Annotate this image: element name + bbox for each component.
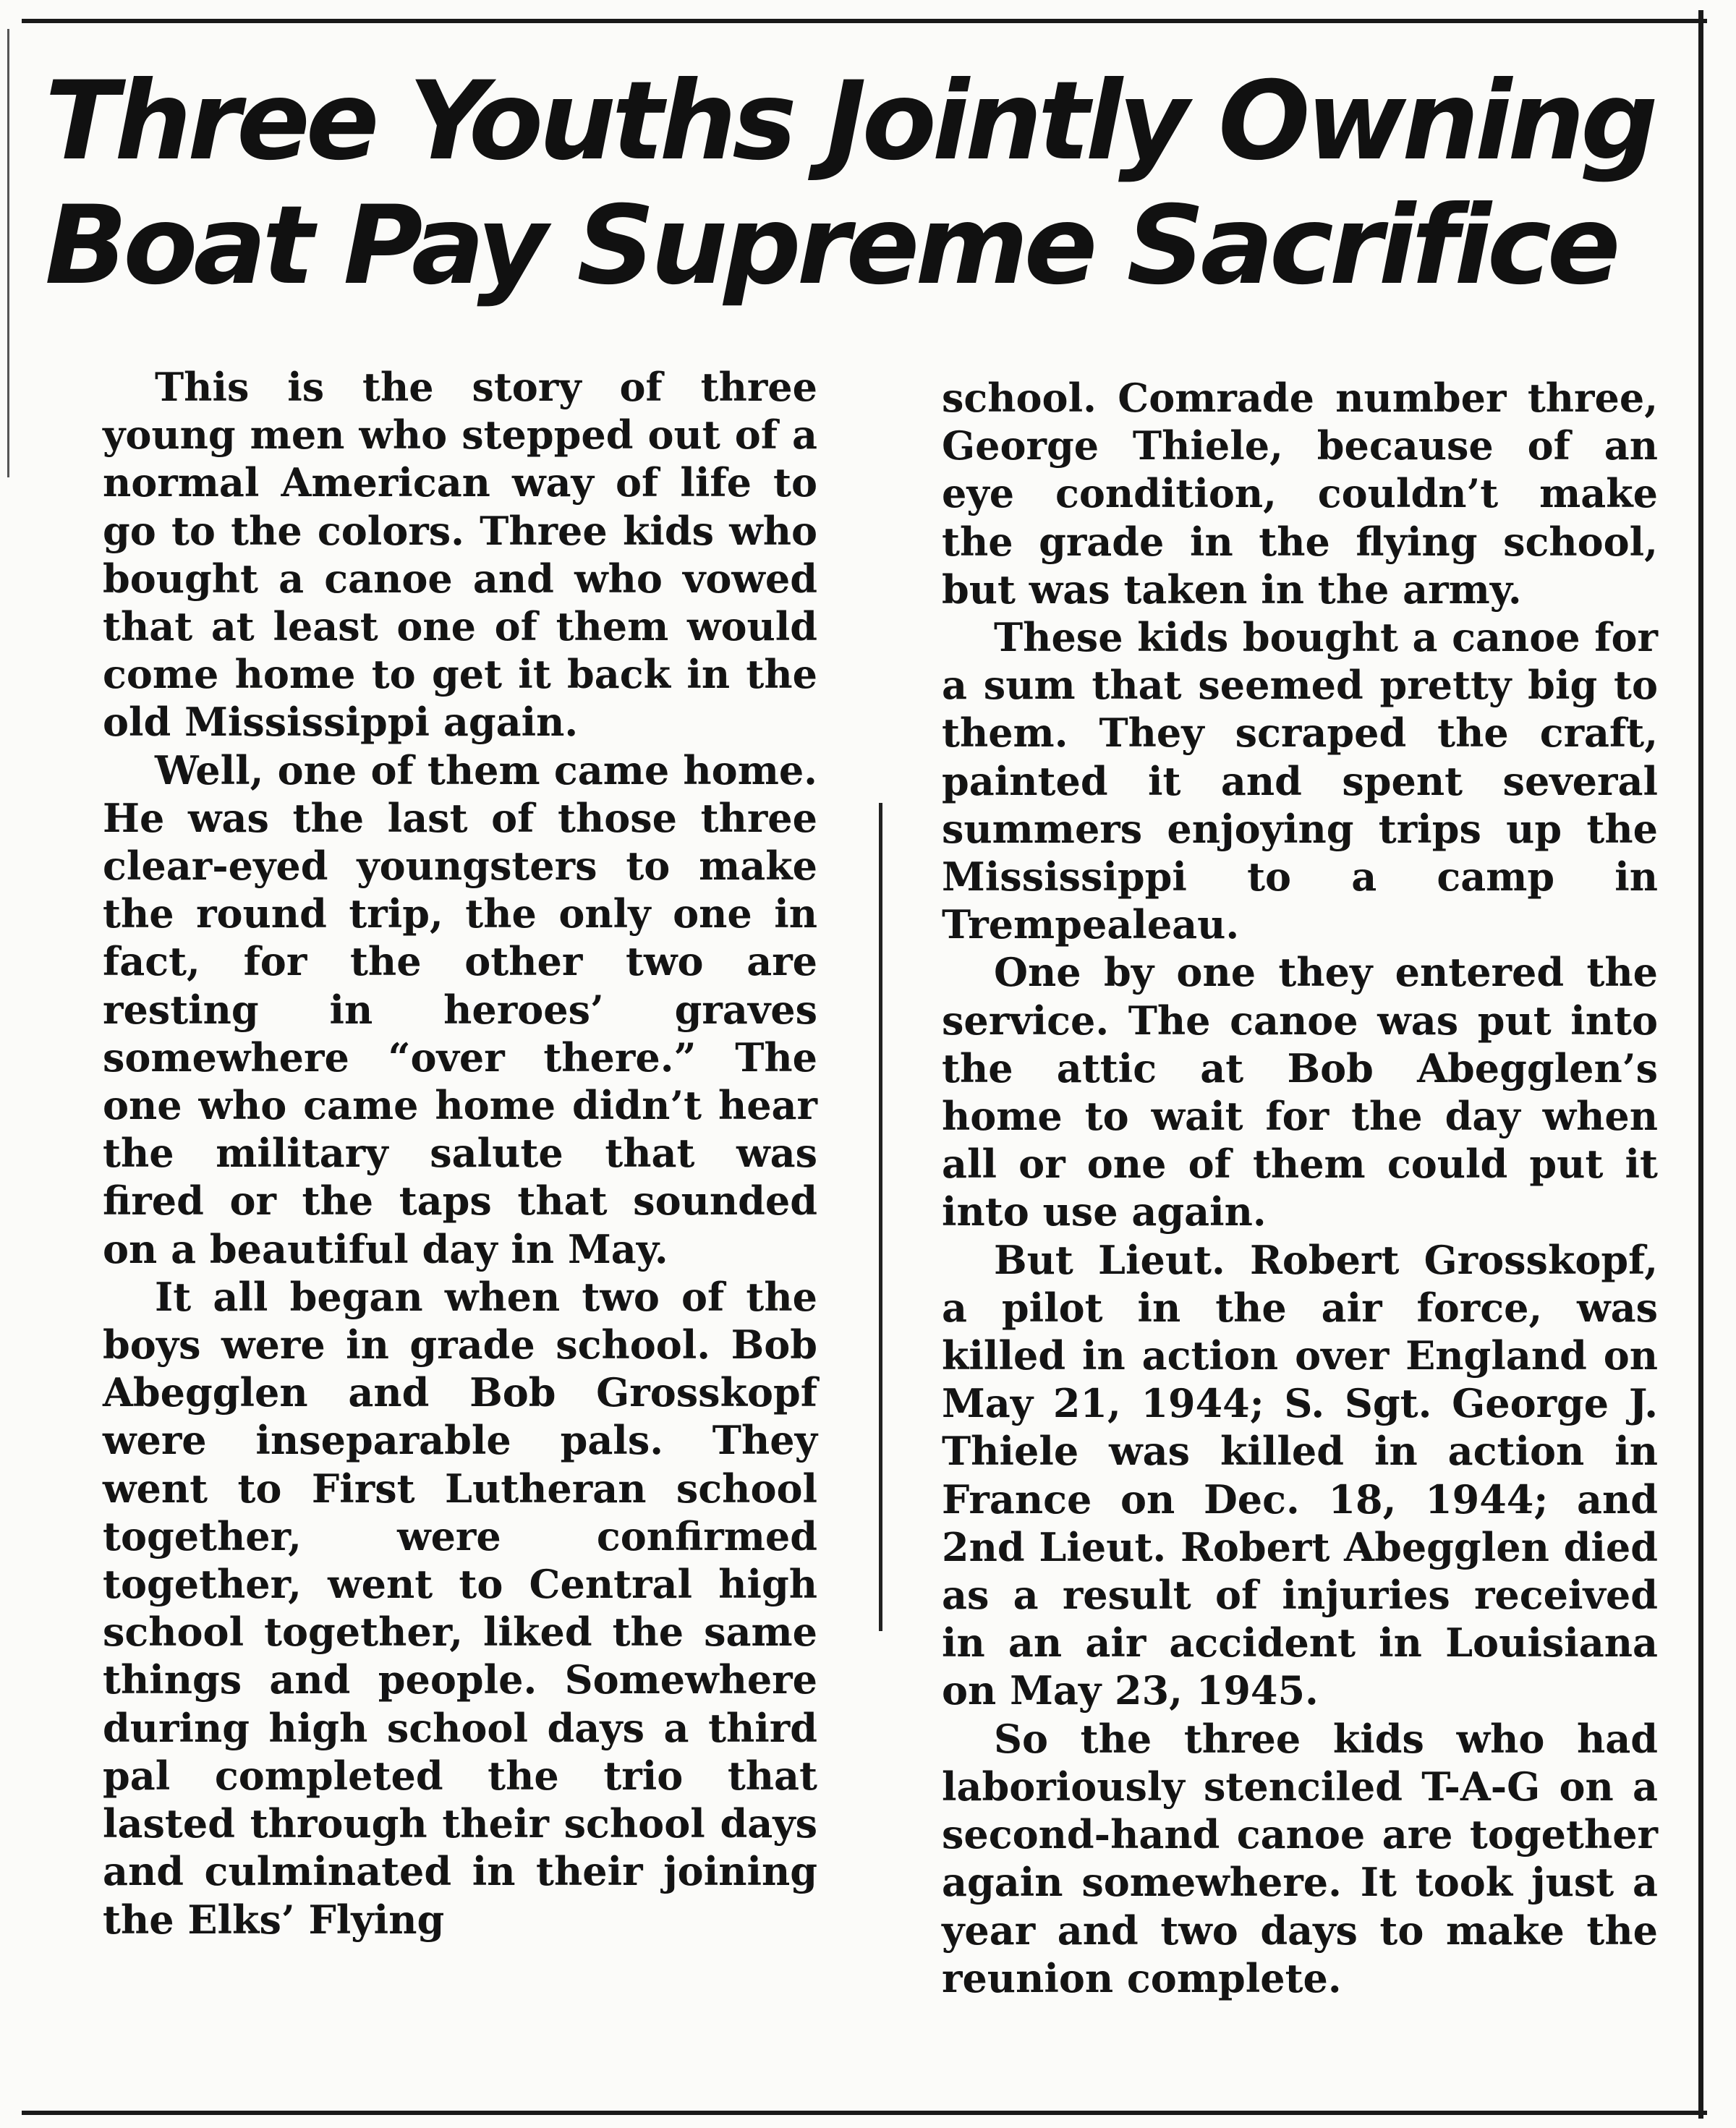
- bottom-border-rule: [22, 2111, 1707, 2115]
- paragraph: One by one they entered the service. The canoe was put into the attic at Bob Abegglen’s home to wait for the day when all or one of them could put it into use again.: [942, 949, 1658, 1235]
- headline-line-1: Three Youths Jointly Owning: [45, 59, 1654, 184]
- paragraph: These kids bought a canoe for a sum that seemed pretty big to them. They scraped the craft, painted it and spent several summers enjoying trips up the Mississippi to a camp in Trempealeau.: [942, 614, 1658, 948]
- headline: [45, 59, 1658, 308]
- paragraph: school. Comrade number three, George Thiele, because of an eye condition, couldn’t make the grade in the flying school, but was taken in the army.: [942, 375, 1658, 613]
- headline-line-2: Boat Pay Supreme Sacrifice: [45, 183, 1617, 309]
- left-border-rule: [7, 29, 9, 477]
- paragraph: But Lieut. Robert Grosskopf, a pilot in the air force, was killed in action over England on May 21, 1944; S. Sgt. George J. Thiele was killed in action in France on Dec. 18, 1944; and 2nd Lieut. Robert Abegglen died as a result of injuries received in an air accident in Louisiana on May 23, 1945.: [942, 1236, 1658, 1714]
- right-border-rule: [1698, 10, 1703, 2119]
- paragraph: This is the story of three young men who stepped out of a normal American way of life to go to the colors. Three kids who bought a canoe and who vowed that at least one of them would come home to get it back in the old Mississippi again.: [103, 364, 817, 746]
- paragraph: So the three kids who had laboriously stenciled T-A-G on a second-hand canoe are together again somewhere. It took just a year and two days to make the reunion complete.: [942, 1715, 1658, 2001]
- column-divider: [879, 803, 882, 1631]
- right-column: [942, 374, 1658, 2002]
- top-border-rule: [22, 19, 1707, 23]
- paragraph: Well, one of them came home. He was the last of those three clear-eyed youngsters to make the round trip, the only one in fact, for the other two are resting in heroes’ graves somewhere “over there.” The one who came home didn’t hear the military salute that was fired or the taps that sounded on a beautiful day in May.: [103, 746, 817, 1272]
- left-column: [103, 363, 817, 1944]
- paragraph: It all began when two of the boys were in grade school. Bob Abegglen and Bob Grosskopf were inseparable pals. They went to First Lutheran school together, were confirmed together, went to Central high school together, liked the same things and people. Somewhere during high school days a third pal completed the trio that lasted through their school days and culminated in their joining the Elks’ Flying: [103, 1273, 817, 1943]
